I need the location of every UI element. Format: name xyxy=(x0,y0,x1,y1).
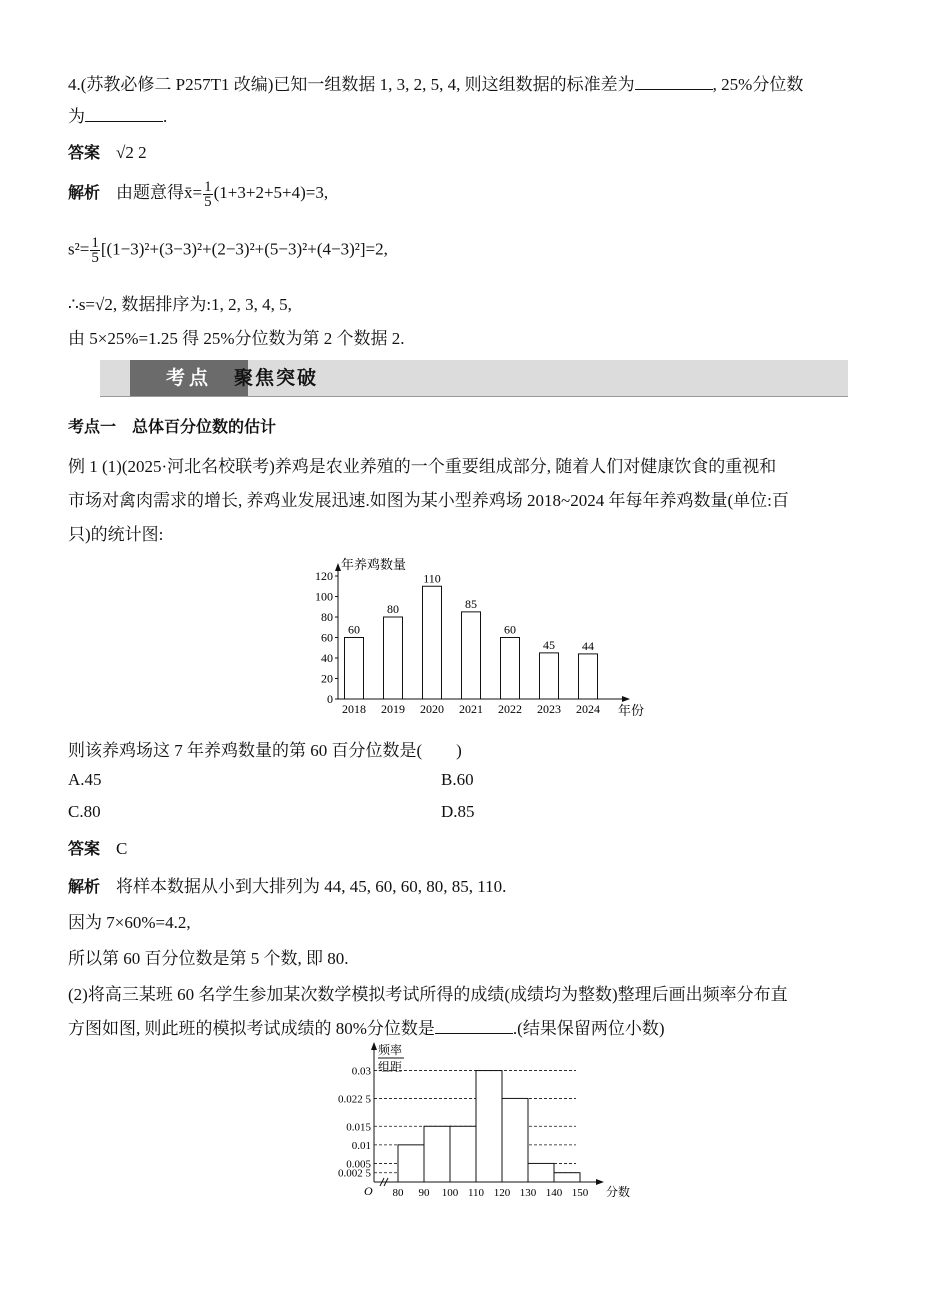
example1-line1: 例 1 (1)(2025·河北名校联考)养鸡是农业养殖的一个重要组成部分, 随着人们对健康饮食的重视和 xyxy=(68,457,777,476)
y-tick-label: 0 xyxy=(327,692,333,706)
option-b[interactable]: B.60 xyxy=(441,770,474,789)
option-c[interactable]: C.80 xyxy=(68,802,101,821)
part2-line1: (2)将高三某班 60 名学生参加某次数学模拟考试所得的成绩(成绩均为整数)整理后画出频率分布直 xyxy=(68,985,788,1004)
example1-analysis: 解析 将样本数据从小到大排列为 44, 45, 60, 60, 80, 85, 110. xyxy=(68,877,507,896)
example1-line3: 只)的统计图: xyxy=(68,525,164,544)
y-tick-label: 60 xyxy=(321,630,333,645)
data-label: 60 xyxy=(348,622,360,637)
bar xyxy=(384,617,403,699)
x-axis-arrow xyxy=(596,1179,604,1185)
banner-title: 聚焦突破 xyxy=(234,367,319,389)
data-label: 110 xyxy=(423,571,441,586)
bar xyxy=(423,586,442,699)
y-tick-label: 100 xyxy=(315,589,333,604)
data-label: 85 xyxy=(465,596,477,611)
data-label: 60 xyxy=(504,622,516,637)
x-tick-label: 150 xyxy=(571,1187,589,1199)
example1-analysis2: 因为 7×60%=4.2, xyxy=(68,913,191,932)
data-label: 80 xyxy=(387,602,399,616)
histogram-bar xyxy=(398,1145,424,1182)
section-title: 考点一 总体百分位数的估计 xyxy=(68,417,277,436)
part2-line2: 方图如图, 则此班的模拟考试成绩的 80%分位数是 .(结果保留两位小数) xyxy=(68,1019,665,1038)
example1-line2: 市场对禽肉需求的增长, 养鸡业发展迅速.如图为某小型养鸡场 2018~2024 年每年养鸡数量(单位:百 xyxy=(68,491,789,510)
bar xyxy=(501,638,520,700)
bar xyxy=(579,654,598,699)
x-tick-label: 110 xyxy=(467,1187,485,1199)
histogram-bar xyxy=(502,1098,528,1182)
example1-question: 则该养鸡场这 7 年养鸡数量的第 60 百分位数是( ) xyxy=(68,741,462,760)
y-tick-label: 80 xyxy=(321,610,333,624)
answer-blank-2[interactable] xyxy=(85,107,163,122)
bar xyxy=(462,612,481,699)
problem4-line2: 为 . xyxy=(68,107,168,126)
x-tick-label: 2018 xyxy=(342,702,366,716)
bar xyxy=(540,653,559,699)
y-tick-label: 0.03 xyxy=(351,1065,371,1078)
x-axis-label: 分数 xyxy=(606,1185,631,1199)
x-axis-arrow xyxy=(622,696,630,702)
y-tick-label: 20 xyxy=(321,671,333,686)
x-tick-label: 2019 xyxy=(381,702,405,716)
option-a[interactable]: A.45 xyxy=(68,770,102,789)
x-tick-label: 2024 xyxy=(576,702,600,716)
problem4-percentile: 由 5×25%=1.25 得 25%分位数为第 2 个数据 2. xyxy=(68,329,405,348)
x-tick-label: 2022 xyxy=(498,702,522,716)
y-tick-label: 120 xyxy=(315,569,333,583)
example1-answer: 答案 C xyxy=(68,839,128,858)
x-tick-label: 140 xyxy=(545,1187,563,1199)
histogram-bar xyxy=(554,1173,580,1182)
origin-label: O xyxy=(364,1184,373,1198)
section-banner xyxy=(100,360,848,397)
fraction: $\frac{1}{5}$ xyxy=(204,178,212,210)
answer-blank-1[interactable] xyxy=(635,75,713,90)
problem4-line1: 4.(苏教必修二 P257T1 改编)已知一组数据 1, 3, 2, 5, 4, 则这组数据的标准差为 , 25%分位数 xyxy=(68,75,804,94)
y-tick-label: 0.015 xyxy=(346,1121,371,1134)
fraction: $\frac{1}{5}$ xyxy=(91,235,99,266)
histogram-bar xyxy=(450,1126,476,1182)
y-tick-label: 0.005 xyxy=(346,1158,371,1171)
y-tick-label: 0.022 5 xyxy=(338,1093,371,1106)
y-label-denominator: 组距 xyxy=(378,1060,403,1074)
x-tick-label: 100 xyxy=(441,1187,459,1199)
example1-analysis3: 所以第 60 百分位数是第 5 个数, 即 80. xyxy=(68,949,349,968)
x-tick-label: 90 xyxy=(418,1187,430,1199)
y-axis-label: 年养鸡数量 xyxy=(341,557,407,572)
x-tick-label: 2021 xyxy=(459,702,483,716)
y-axis-arrow xyxy=(371,1042,377,1050)
problem4-variance: s²= $\frac{1}{5}$ [(1−3)²+(3−3)²+(2−3)²+(5−3)²+(4−3)²]=2, xyxy=(68,235,388,266)
x-tick-label: 120 xyxy=(493,1187,511,1199)
y-tick-label: 0.002 5 xyxy=(338,1167,371,1180)
y-tick-label: 0.01 xyxy=(351,1139,371,1152)
histogram-bar xyxy=(424,1126,450,1182)
banner-tag: 考点 xyxy=(130,360,248,396)
data-label: 45 xyxy=(543,637,555,652)
problem4-sd: ∴s=√2, 数据排序为:1, 2, 3, 4, 5, xyxy=(68,295,292,314)
histogram-bar xyxy=(528,1163,554,1182)
histogram-bar xyxy=(476,1071,502,1182)
x-tick-label: 80 xyxy=(392,1187,404,1199)
answer-blank-3[interactable] xyxy=(435,1019,513,1034)
y-label-numerator: 频率 xyxy=(378,1043,403,1057)
y-tick-label: 40 xyxy=(321,651,333,665)
x-tick-label: 130 xyxy=(519,1187,537,1199)
chicken-count-bar-chart xyxy=(300,555,660,720)
x-tick-label: 2023 xyxy=(537,702,561,716)
data-label: 44 xyxy=(582,638,594,653)
x-axis-label: 年份 xyxy=(618,703,645,718)
x-tick-label: 2020 xyxy=(420,702,444,716)
problem4-analysis: 解析 由题意得x̄= $\frac{1}{5}$ (1+3+2+5+4)=3, xyxy=(68,178,329,210)
problem4-answer: 答案 √2 2 xyxy=(68,143,147,162)
frequency-histogram xyxy=(320,1040,640,1208)
bar xyxy=(345,638,364,700)
option-d[interactable]: D.85 xyxy=(441,802,475,821)
